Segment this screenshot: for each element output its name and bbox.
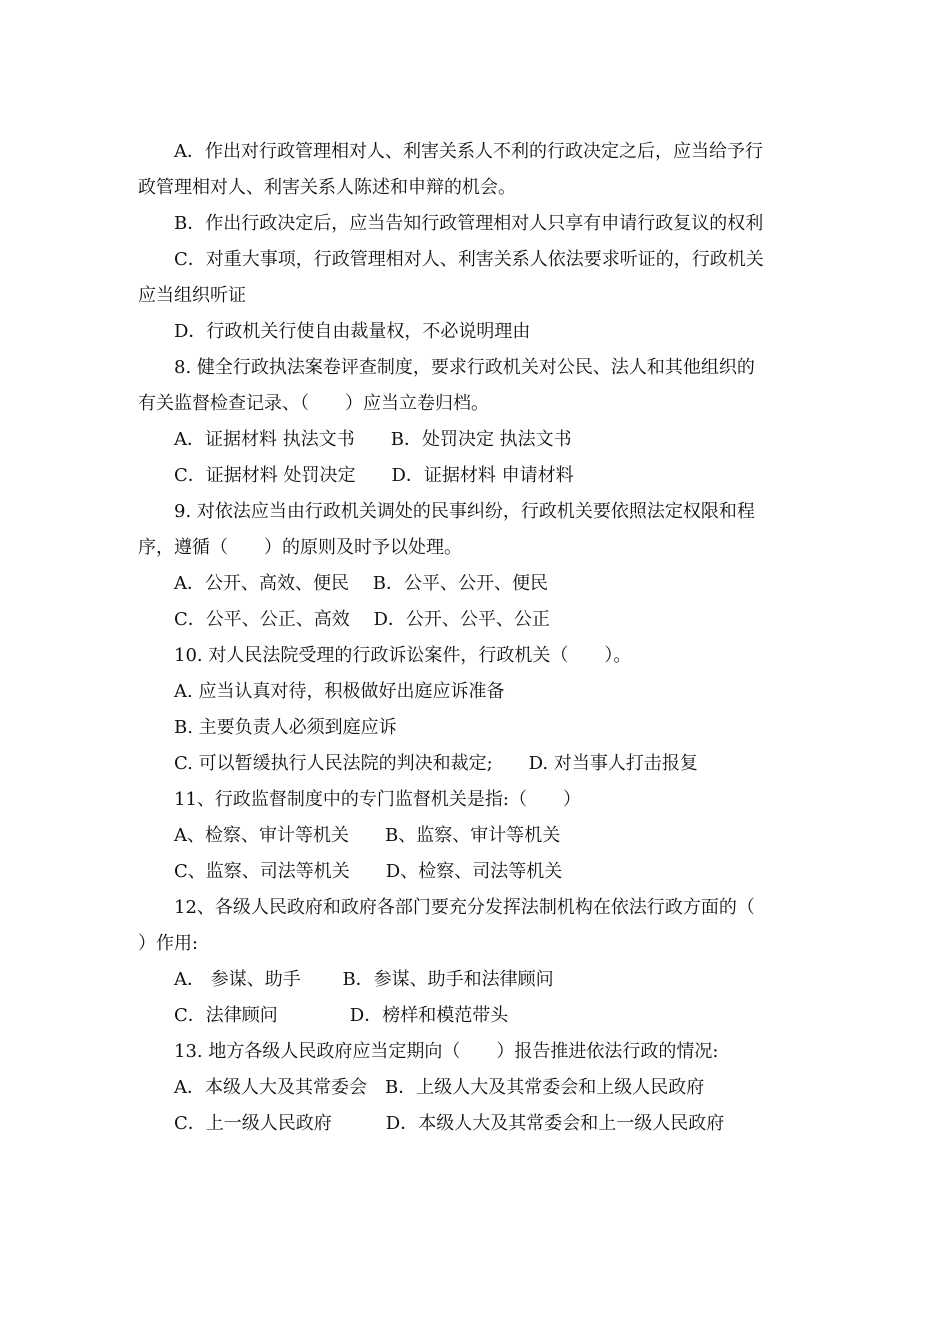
option-line: A．作出对行政管理相对人、利害关系人不利的行政决定之后，应当给予行 [174,141,763,162]
question-10: 10. 对人民法院受理的行政诉讼案件，行政机关（ ）。 [174,645,632,666]
option-line: 政管理相对人、利害关系人陈述和申辩的机会。 [138,177,516,198]
option-line: A、检察、审计等机关 B、监察、审计等机关 [174,825,561,846]
option-line: 应当组织听证 [138,285,246,306]
question-13: 13. 地方各级人民政府应当定期向（ ）报告推进依法行政的情况: [174,1041,719,1062]
option-line: C．公平、公正、高效 D．公开、公平、公正 [174,609,550,630]
option-line: A. 应当认真对待，积极做好出庭应诉准备 [174,681,505,702]
option-line: C、监察、司法等机关 D、检察、司法等机关 [174,861,563,882]
question-9: 9. 对依法应当由行政机关调处的民事纠纷，行政机关要依照法定权限和程 [174,501,755,522]
option-line: C．法律顾问 D．榜样和模范带头 [174,1005,509,1026]
question-11: 11、行政监督制度中的专门监督机关是指:（ ） [174,789,581,810]
option-line: C．证据材料 处罚决定 D．证据材料 申请材料 [174,465,574,486]
question-12: 12、各级人民政府和政府各部门要充分发挥法制机构在依法行政方面的（ [174,897,755,918]
option-line: A．本级人大及其常委会 B．上级人大及其常委会和上级人民政府 [174,1077,705,1098]
option-line: A．公开、高效、便民 B．公平、公开、便民 [174,573,548,594]
option-line: B．作出行政决定后，应当告知行政管理相对人只享有申请行政复议的权利 [174,213,764,234]
option-line: C．对重大事项，行政管理相对人、利害关系人依法要求听证的，行政机关 [174,249,764,270]
option-line: A．证据材料 执法文书 B．处罚决定 执法文书 [174,429,572,450]
question-8: 8. 健全行政执法案卷评查制度，要求行政机关对公民、法人和其他组织的 [174,357,755,378]
option-line: B. 主要负责人必须到庭应诉 [174,717,397,738]
question-9-cont: 序，遵循（ ）的原则及时予以处理。 [138,537,462,558]
option-line: A． 参谋、助手 B．参谋、助手和法律顾问 [174,969,554,990]
option-line: C. 可以暂缓执行人民法院的判决和裁定; D. 对当事人打击报复 [174,753,698,774]
option-line: D．行政机关行使自由裁量权，不必说明理由 [174,321,531,342]
option-line: C．上一级人民政府 D．本级人大及其常委会和上一级人民政府 [174,1113,725,1134]
question-8-cont: 有关监督检查记录、（ ）应当立卷归档。 [138,393,489,414]
question-12-cont: ）作用: [138,933,199,954]
